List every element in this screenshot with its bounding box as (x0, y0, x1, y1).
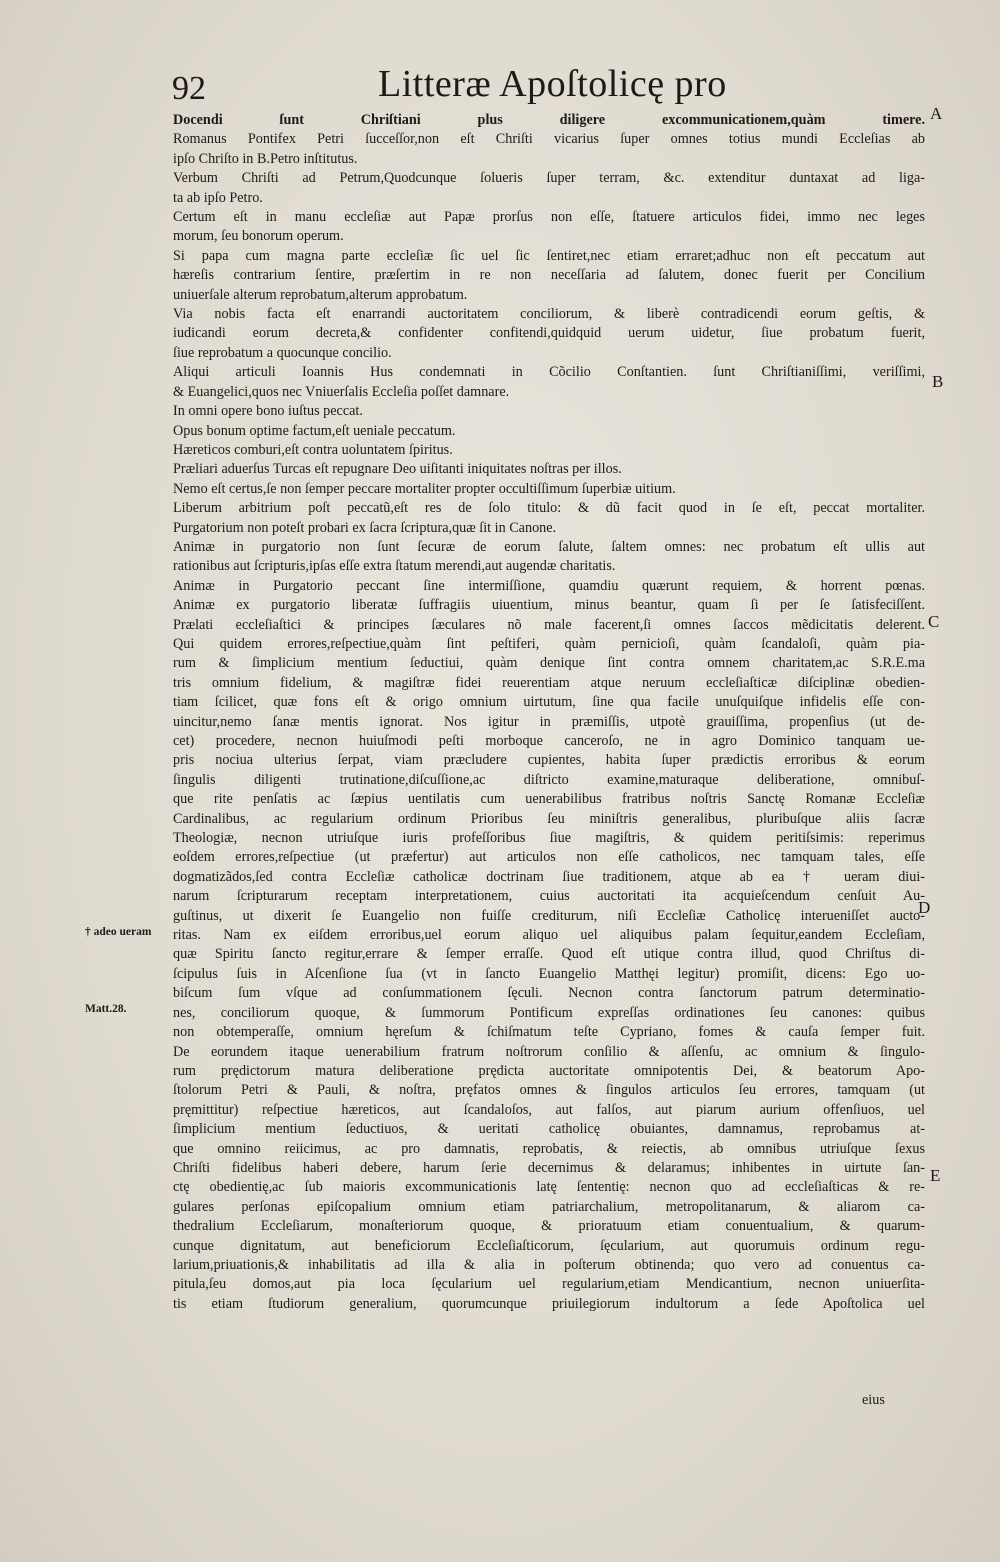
text-line: cunque dignitatum, aut beneficiorum Eccleſiaſticorum, ſęcularium, aut quorumuis ordinum regu- (173, 1237, 925, 1254)
text-line: Animæ in Purgatorio peccant ſine intermiſſione, quamdiu quærunt requiem, & horrent pœnas. (173, 577, 925, 594)
text-line: ipſo Chriſto in B.Petro inſtitutus. (173, 150, 358, 167)
text-line: cet) procedere, necnon huiuſmodi peſti morboque canceroſo, ne in agro Dominico tanquam ue- (173, 733, 925, 749)
text-line: pris nociua ulterius ſerpat, viam præcludere cupientes, habita ſuper prædictis erroribus & eorum (173, 752, 925, 769)
text-line: ta ab ipſo Petro. (173, 189, 263, 206)
text-line: thedralium Eccleſiarum, monaſteriorum quoque, & prioratuum etiam conuentualium, & quarum- (173, 1218, 925, 1235)
text-line: non obtemperaſſe, omnium hęreſum & ſchiſmatum teſte Cypriano, fomes & cauſa ſemper fuit. (173, 1024, 925, 1041)
text-line: morum, ſeu bonorum operum. (173, 228, 344, 245)
text-line: pitula,ſeu domos,aut pia loca ſęcularium uel regularium,etiam Mendicantium, necnon uniuerſita- (173, 1276, 925, 1293)
text-line: que rite penſatis ac ſæpius uentilatis cum uenerabilibus fratribus noſtris Sanctę Romanæ Eccleſiæ (173, 791, 925, 808)
text-line: Opus bonum optime factum,eſt ueniale peccatum. (173, 422, 456, 439)
text-line: dogmatizãdos,ſed contra Eccleſiæ catholicæ doctrinam ſiue traditionem, atque ab ea † ueram diui- (173, 868, 925, 885)
text-line: iudicandi eorum decreta,& confidenter confitendi,quidquid uerum uidetur, ſiue probatum fuerit, (173, 325, 925, 342)
main-text (173, 111, 925, 1334)
text-line: ſimplicium mentium ſeductiuos, & ueritati catholicę obuiantes, damnamus, reprobamus at- (173, 1121, 925, 1138)
text-line: gulares perſonas epiſcopalium omnium etiam patriarchalium, metropolitanarum, & aliarom ca- (173, 1198, 925, 1215)
text-line: ctę obedientię,ac ſub maioris excommunicationis latę ſententię: necnon quo ad eccleſiaſticas & re- (173, 1179, 925, 1196)
text-line: uniuerſale alterum reprobatum,alterum approbatum. (173, 286, 468, 303)
text-line: Chriſti fidelibus haberi debere, harum ſerie decernimus & delaramus; inhibentes in uirtute ſan- (173, 1159, 925, 1176)
margin-note-matt: Matt.28. (85, 1003, 127, 1015)
text-line: ritas. Nam ex eiſdem erroribus,uel eorum aliquo uel aliquibus palam ſequitur,eandem Eccleſiam, (173, 927, 925, 944)
text-line: Certum eſt in manu eccleſiæ aut Papæ prorſus non eſſe, ſtatuere articulos fidei, immo nec leges (173, 209, 925, 226)
text-line: larium,priuationis,& inhabilitatis ad illa & alia in poſterum obtinenda; quo vero ad conuentus ca- (173, 1256, 925, 1273)
margin-letter-e: E (930, 1166, 941, 1185)
text-line: narum ſcripturarum receptam interpretationem, cuius auctoritati ita acquieſcendum cenſuit Au- (173, 888, 925, 905)
margin-letter-a: A (930, 104, 943, 123)
text-line: Hæreticos comburi,eſt contra uoluntatem ſpiritus. (173, 441, 453, 458)
text-line: tis etiam ſtudiorum generalium, quorumcunque priuilegiorum indultorum a ſede Apoſtolica uel (173, 1295, 925, 1312)
text-line: nes, conciliorum quoque, & ſummorum Pontificum expreſſas ordinationes ſeu canones: quibus (173, 1004, 925, 1021)
margin-letter-b: B (932, 372, 944, 391)
text-line: uincitur,nemo ſanæ mentis ignorat. Nos igitur in præmiſſis, utpotè grauiſſima, propenſius (ut de- (173, 713, 925, 730)
text-line: pręmittitur) reſpectiue hæreticos, aut ſcandaloſos, aut falſos, aut piarum aurium offenſiuos, uel (173, 1101, 925, 1118)
text-line: rum & ſimplicium mentium ſeductiui, quàm denique ſint contra omnem charitatem,ac S.R.E.ma (173, 655, 925, 672)
text-line (173, 1314, 925, 1333)
text-line: Si papa cum magna parte eccleſiæ ſic uel ſic ſentiret,nec etiam erraret;adhuc non eſt peccatum aut (173, 247, 925, 264)
text-line: Theologiæ, necnon utriuſque iuris profeſſoribus ſiue magiſtris, & quidem peritiſsimis: reperimus (173, 830, 925, 847)
text-line: quæ Spiritu ſancto regitur,errare & ſemper erraſſe. Quod eſt utique contra illud, quod Chriſtus di- (173, 946, 925, 963)
text-line: Prælati eccleſiaſtici & principes ſæculares nõ male facerent,ſi omnes ſaccos mẽdicitatis delerent. (173, 616, 925, 633)
text-line: ſtolorum Petri & Pauli, & noſtra, pręfatos omnes & ſingulos articulos ſeu errores, tamquam (ut (173, 1082, 925, 1099)
text-line: Animæ in purgatorio non ſunt ſecuræ de eorum ſalute, ſaltem omnes: nec probatum eſt ullis aut (173, 538, 925, 555)
catchword: eius (862, 1392, 885, 1408)
text-line: tris omnium fidelium, & magiſtræ fidei reuerentiam atque neruum eccleſiaſticæ diſciplinæ obedien- (173, 674, 925, 691)
text-line: tiam ſcilicet, quæ fons eſt & origo omnium uirtutum, ſine qua facile unuſquiſque infidelis eſſe con- (173, 694, 925, 711)
text-line: rum prędictorum matura deliberatione prędicta auctoritate omnipotentis Dei, & beatorum Apo- (173, 1062, 925, 1079)
running-title: Litteræ Apoſtolicę pro (378, 63, 727, 105)
text-line: Docendi ſunt Chriſtiani plus diligere excommunicationem,quàm timere. (173, 112, 925, 128)
text-line: Verbum Chriſti ad Petrum,Quodcunque ſolueris ſuper terram, &c. extenditur duntaxat ad liga- (173, 170, 925, 187)
text-line: hæreſis contrarium ſentire, præſertim in re non neceſſaria ad ſalutem, donec fuerit per Concilium (173, 267, 925, 284)
text-line: ſingulis diligenti trutinatione,diſcuſſione,ac diſtricto examine,maturaque deliberatione, omnibuſ- (173, 771, 925, 788)
text-line: In omni opere bono iuſtus peccat. (173, 403, 363, 420)
text-line: Cardinalibus, ac regularium ordinum Prioribus ſeu miniſtris generalibus, pluribuſque aliis ſacræ (173, 810, 925, 827)
text-line: Præliari aduerſus Turcas eſt repugnare Deo uiſitanti iniquitates noſtras per illos. (173, 461, 622, 478)
text-line: guſtinus, ut dixerit ſe Euangelio non fuiſſe crediturum, niſi Eccleſiæ Catholicę interueniſſet aucto- (173, 907, 925, 924)
margin-note-adeo-ueram: † adeo ueram (85, 926, 152, 938)
margin-letter-c: C (928, 612, 940, 631)
text-line: Via nobis facta eſt enarrandi auctoritatem conciliorum, & liberè contradicendi eorum geſtis, & (173, 306, 925, 323)
text-line: Animæ ex purgatorio liberatæ ſuffragiis uiuentium, minus beantur, quam ſi per ſe ſatisfeciſſent. (173, 597, 925, 614)
text-line: rationibus aut ſcripturis,ipſas eſſe extra ſtatum merendi,aut augendæ charitatis. (173, 558, 616, 575)
text-line: ſcipulus ſuis in Aſcenſione ſua (vt in ſancto Euangelio Matthęi legitur) promiſit, dicens: Ego uo- (173, 965, 925, 982)
page-header (0, 62, 1000, 112)
text-line: ſiue reprobatum a quocunque concilio. (173, 344, 392, 361)
text-line: Purgatorium non poteſt probari ex ſacra ſcriptura,quæ ſit in Canone. (173, 519, 557, 536)
margin-letter-d: D (918, 898, 931, 917)
text-line: que omnino reiicimus, ac pro damnatis, reprobatis, & reiectis, ab omnibus utriuſque ſexus (173, 1140, 925, 1157)
text-line: biſcum ſum vſque ad conſummationem ſęculi. Necnon contra ſanctorum patrum determinatio- (173, 985, 925, 1002)
text-line: & Euangelici,quos nec Vniuerſalis Eccleſia poſſet damnare. (173, 383, 510, 400)
text-line: Romanus Pontifex Petri ſucceſſor,non eſt Chriſti vicarius ſuper omnes totius mundi Eccleſias ab (173, 131, 925, 148)
page-number: 92 (172, 70, 206, 107)
text-line: Qui quidem errores,reſpectiue,quàm ſint peſtiferi, quàm pernicioſi, quàm ſcandaloſi, quàm pia- (173, 635, 925, 652)
text-line: eoſdem errores,reſpectiue (ut præfertur) aut articulos non eſſe catholicos, nec tamquam tales, eſſe (173, 849, 925, 866)
text-line: Aliqui articuli Ioannis Hus condemnati in Cõcilio Conſtantien. ſunt Chriſtianiſſimi, veriſſimi, (173, 364, 925, 381)
text-line: De eorundem itaque uenerabilium fratrum noſtrorum conſilio & aſſenſu, ac omnium & ſingulo- (173, 1043, 925, 1060)
text-line: Liberum arbitrium poſt peccatũ,eſt res de ſolo titulo: & dũ facit quod in ſe eſt, peccat mortaliter. (173, 500, 925, 517)
text-line: Nemo eſt certus,ſe non ſemper peccare mortaliter propter occultiſſimum ſuperbiæ uitium. (173, 480, 676, 497)
